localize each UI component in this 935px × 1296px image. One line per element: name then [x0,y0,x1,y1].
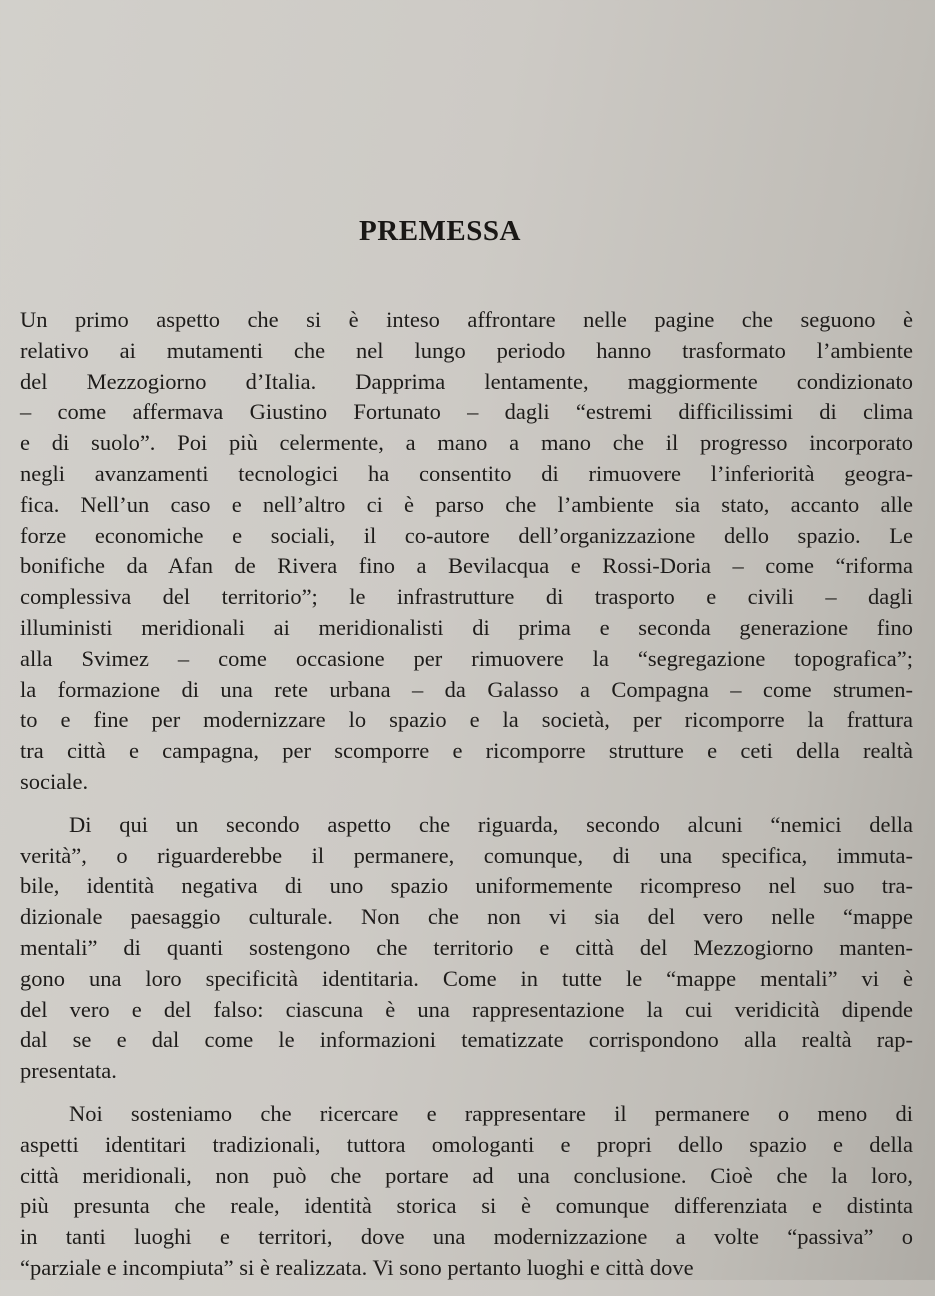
text-line: fica. Nell’un caso e nell’altro ci è parso che l’ambiente sia stato, accanto alle [20,491,913,517]
text-line: gono una loro specificità identitaria. Come in tutte le “mappe mentali” vi è [20,965,913,991]
paragraph [20,1099,913,1284]
text-line: bonifiche da Afan de Rivera fino a Bevilacqua e Rossi-Doria – come “riforma [20,553,913,579]
text-line: forze economiche e sociali, il co-autore dell’organizzazione dello spazio. Le [20,522,913,548]
text-line: illuministi meridionali ai meridionalisti di prima e seconda generazione fino [20,614,913,640]
paragraph [20,810,913,1087]
text-line: dal se e dal come le informazioni tematizzate corrispondono alla realtà rap- [20,1027,913,1053]
text-line: alla Svimez – come occasione per rimuovere la “segregazione topografica”; [20,645,913,671]
text-line: Di qui un secondo aspetto che riguarda, secondo alcuni “nemici della [69,811,913,837]
text-line: dizionale paesaggio culturale. Non che non vi sia del vero nelle “mappe [20,904,913,930]
text-line: bile, identità negativa di uno spazio uniformemente ricompreso nel suo tra- [20,873,913,899]
text-line: Noi sosteniamo che ricercare e rappresentare il permanere o meno di [69,1100,913,1126]
text-line: tra città e campagna, per scomporre e ricomporre strutture e ceti della realtà [20,738,913,764]
text-line: la formazione di una rete urbana – da Galasso a Compagna – come strumen- [20,676,913,702]
text-line: presentata. [20,1058,117,1084]
paragraph [20,305,913,798]
text-line: verità”, o riguarderebbe il permanere, comunque, di una specifica, immuta- [20,842,913,868]
text-line: complessiva del territorio”; le infrastrutture di trasporto e civili – dagli [20,584,913,610]
text-line: aspetti identitari tradizionali, tuttora omologanti e propri dello spazio e della [20,1131,913,1157]
text-line: Un primo aspetto che si è inteso affrontare nelle pagine che seguono è [20,307,913,332]
text-line: – come affermava Giustino Fortunato – dagli “estremi difficilissimi di clima [20,399,913,425]
text-line: in tanti luoghi e territori, dove una modernizzazione a volte “passiva” o [20,1224,913,1250]
text-line: “parziale e incompiuta” si è realizzata. Vi sono pertanto luoghi e città dove [20,1254,694,1280]
text-line: del Mezzogiorno d’Italia. Dapprima lentamente, maggiormente condizionato [20,368,913,394]
text-line: relativo ai mutamenti che nel lungo periodo hanno trasformato l’ambiente [20,337,913,363]
text-line: negli avanzamenti tecnologici ha consentito di rimuovere l’inferiorità geogra- [20,460,913,486]
body-text [20,305,913,1296]
text-line: del vero e del falso: ciascuna è una rappresentazione la cui veridicità dipende [20,996,913,1022]
text-line: sociale. [20,768,89,794]
text-line: to e fine per modernizzare lo spazio e la società, per ricomporre la frattura [20,707,913,733]
text-line: mentali” di quanti sostengono che territorio e città del Mezzogiorno manten- [20,934,913,960]
text-line: città meridionali, non può che portare ad una conclusione. Cioè che la loro, [20,1162,913,1188]
text-line: e di suolo”. Poi più celermente, a mano a mano che il progresso incorporato [20,430,913,456]
chapter-title: PREMESSA [359,215,521,248]
text-line: più presunta che reale, identità storica si è comunque differenziata e distinta [20,1193,913,1219]
